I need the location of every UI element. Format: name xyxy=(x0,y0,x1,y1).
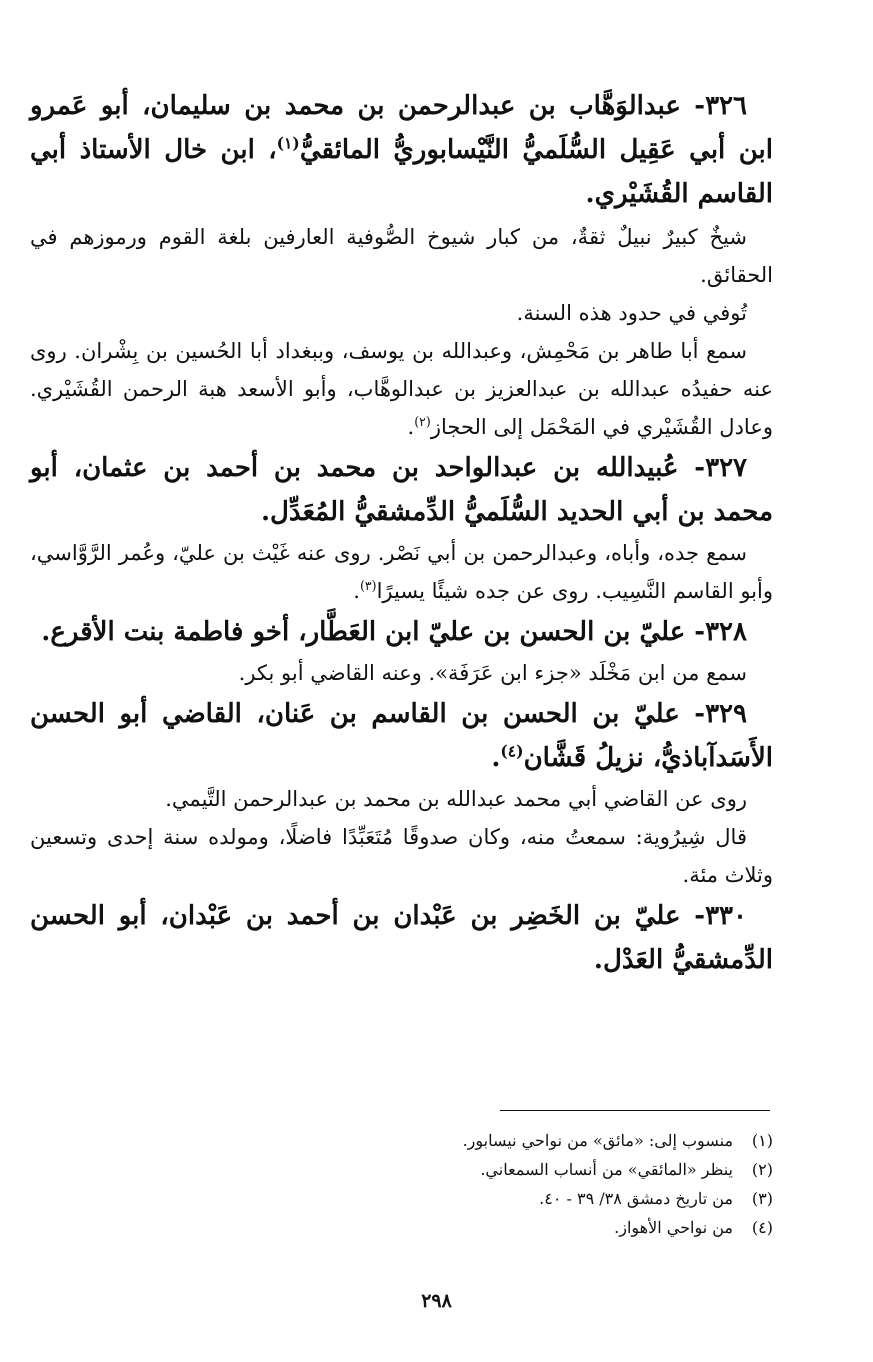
footnote-item xyxy=(30,1184,773,1213)
footnote-ref: (٣) xyxy=(359,578,377,593)
footnote-number: (٤) xyxy=(751,1218,773,1237)
footnote-item xyxy=(30,1126,773,1155)
paragraph-text: تُوفي في حدود هذه السنة. xyxy=(516,301,747,325)
footnote-text: ينظر «المائقي» من أنساب السمعاني. xyxy=(480,1160,733,1179)
footnote-number: (١) xyxy=(751,1131,773,1150)
entry-heading-text: ٣٢٨- عليّ بن الحسن بن عليّ ابن العَطَّار، أخو فاطمة بنت الأقرع. xyxy=(41,617,747,647)
page-body xyxy=(30,84,773,982)
footnote-divider xyxy=(500,1110,770,1111)
entry-heading-328 xyxy=(30,610,773,654)
footnote-ref: (٤) xyxy=(500,741,524,761)
paragraph-text: شيخٌ كبيرٌ نبيلٌ ثقةٌ، من كبار شيوخ الصُّوفية العارفين بلغة القوم ورموزهم في الحقائق. xyxy=(30,225,773,287)
paragraph-text: سمع من ابن مَخْلَد «جزء ابن عَرَفَة». وعنه القاضي أبو بكر. xyxy=(238,661,747,685)
footnote-number: (٢) xyxy=(751,1160,773,1179)
footnote-text: من تاريخ دمشق ٣٨/ ٣٩ - ٤٠. xyxy=(539,1189,733,1208)
entry-paragraph xyxy=(30,780,773,818)
entry-heading-329 xyxy=(30,692,773,780)
entry-paragraph xyxy=(30,534,773,610)
entry-paragraph xyxy=(30,332,773,446)
entry-heading-tail: ، ابن خال الأستاذ أبي القاسم القُشَيْري. xyxy=(30,135,773,209)
paragraph-tail: . xyxy=(407,415,415,439)
entry-heading-text: ٣٣٠- عليّ بن الخَضِر بن عَبْدان بن أحمد بن عَبْدان، أبو الحسن الدِّمشقيُّ العَدْل. xyxy=(30,901,773,975)
paragraph-text: سمع جده، وأباه، وعبدالرحمن بن أبي نَصْر. روى عنه غَيْث بن عليّ، وعُمر الرَّوَّاسي، وأبو القاسم النَّسِيب. روى عن جده شيئًا يسيرًا xyxy=(30,541,773,603)
entry-heading-330 xyxy=(30,894,773,982)
footnote-ref: (١) xyxy=(276,133,300,153)
footnote-ref: (٢) xyxy=(414,414,431,429)
paragraph-text: روى عن القاضي أبي محمد عبدالله بن محمد بن عبدالرحمن التَّيمي. xyxy=(165,787,747,811)
entry-paragraph xyxy=(30,218,773,294)
footnote-text: من نواحي الأهواز. xyxy=(614,1218,733,1237)
page-number: ٢٩٨ xyxy=(421,1290,452,1312)
paragraph-text: قال شِيرُوية: سمعتُ منه، وكان صدوقًا مُتَعَبِّدًا فاضلًا، ومولده سنة إحدى وتسعين وثلاث مئة. xyxy=(30,825,773,887)
entry-heading-text: ٣٢٩- عليّ بن الحسن بن القاسم بن عَنان، القاضي أبو الحسن الأَسَدآباذيُّ، نزيلُ قَشَّان xyxy=(30,699,773,773)
entry-heading-326 xyxy=(30,84,773,216)
paragraph-tail: . xyxy=(353,579,360,603)
footnote-item xyxy=(30,1155,773,1184)
entry-heading-327 xyxy=(30,446,773,534)
entry-paragraph xyxy=(30,294,773,332)
entry-heading-text: ٣٢٦- عبدالوَهَّاب بن عبدالرحمن بن محمد بن سليمان، أبو عَمرو ابن أبي عَقِيل السُّلَميُّ النَّيْسابوريُّ المائقيُّ xyxy=(30,91,773,165)
entry-paragraph xyxy=(30,818,773,894)
paragraph-text: سمع أبا طاهر بن مَحْمِش، وعبدالله بن يوسف، وببغداد أبا الحُسين بن بِشْران. روى عنه حفيدُه عبدالله بن عبدالعزيز بن عبدالوهَّاب، وأبو الأسعد هبة الرحمن القُشَيْري. وعادل القُشَيْري في المَحْمَل إلى الحجاز xyxy=(30,339,773,439)
entry-paragraph xyxy=(30,654,773,692)
entry-heading-text: ٣٢٧- عُبيدالله بن عبدالواحد بن محمد بن أحمد بن عثمان، أبو محمد بن أبي الحديد السُّلَميُّ الدِّمشقيُّ المُعَدِّل. xyxy=(30,453,773,527)
footnote-number: (٣) xyxy=(751,1189,773,1208)
footnote-text: منسوب إلى: «مائق» من نواحي نيسابور. xyxy=(462,1131,733,1150)
entry-heading-tail: . xyxy=(491,743,501,773)
footnotes xyxy=(30,1126,773,1242)
footnote-item xyxy=(30,1213,773,1242)
